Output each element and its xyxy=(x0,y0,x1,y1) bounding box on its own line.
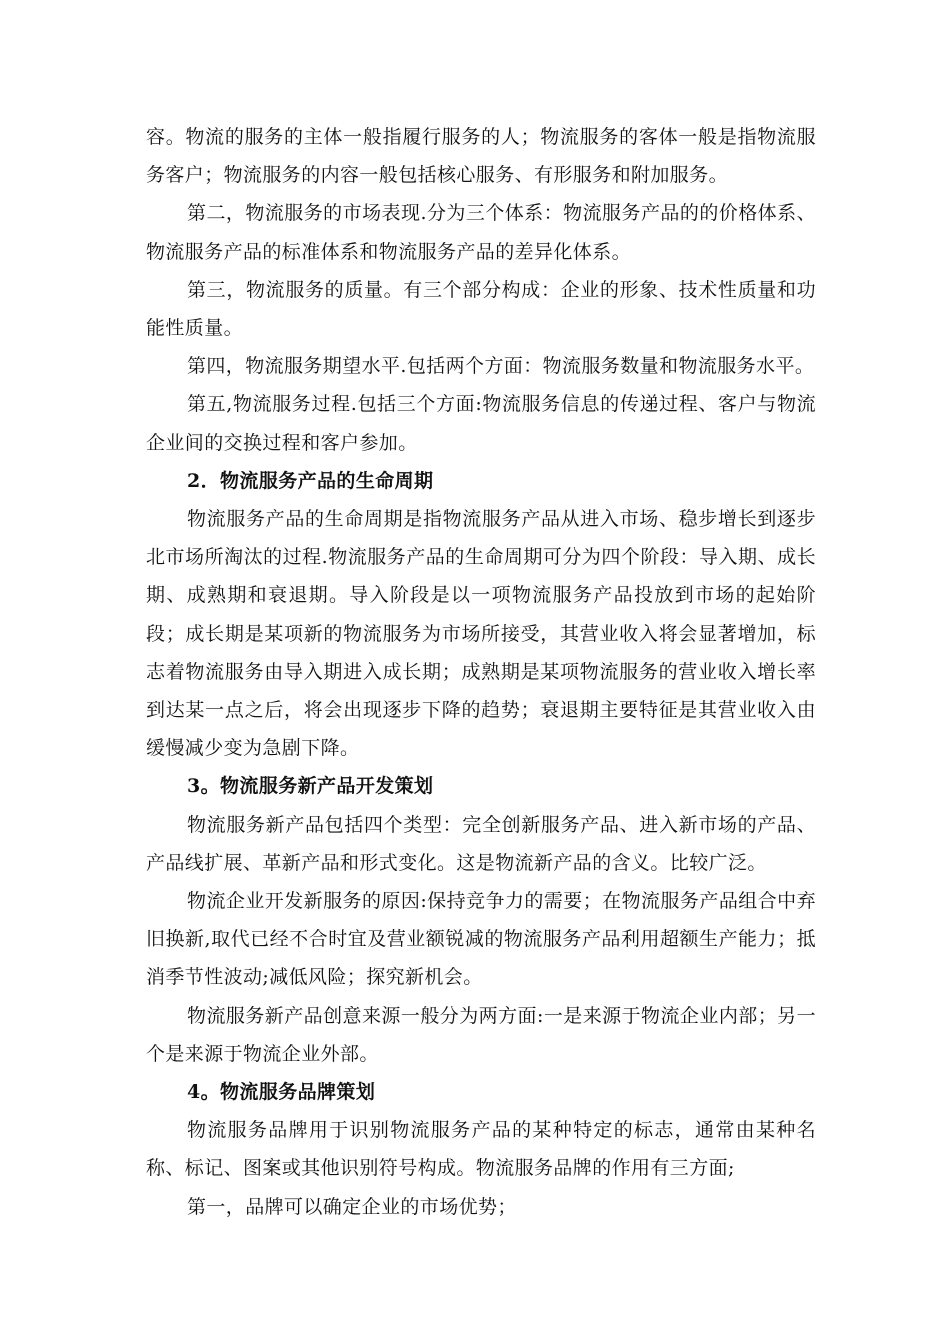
paragraph-brand-first: 第一，品牌可以确定企业的市场优势； xyxy=(187,1195,517,1218)
paragraph-new-product-types: 物流服务新产品包括四个类型：完全创新服务产品、进入新市场的产品、产品线扩展、革新产品和形式变化。这是物流新产品的含义。比较广泛。 xyxy=(146,813,816,874)
section-heading-brand: 4。物流服务品牌策划 xyxy=(187,1081,376,1104)
section-heading-new-product: 3。物流服务新产品开发策划 xyxy=(187,775,434,798)
paragraph-service-process: 第五,物流服务过程.包括三个方面:物流服务信息的传递过程、客户与物流企业间的交换过程和客户参加。 xyxy=(146,393,816,454)
paragraph-new-service-reasons: 物流企业开发新服务的原因:保持竞争力的需要；在物流服务产品组合中弃旧换新,取代已经不合时宜及营业额锐减的物流服务产品利用超额生产能力；抵消季节性波动;减低风险；探究新机会。 xyxy=(146,890,816,989)
paragraph-lifecycle: 物流服务产品的生命周期是指物流服务产品从进入市场、稳步增长到逐步北市场所淘汰的过程.物流服务产品的生命周期可分为四个阶段：导入期、成长期、成熟期和衰退期。导入阶段是以一项物流服务产品投放到市场的起始阶段；成长期是某项新的物流服务为市场所接受，其营业收入将会显著增加，标志着物流服务由导入期进入成长期；成熟期是某项物流服务的营业收入增长率到达某一点之后，将会出现逐步下降的趋势；衰退期主要特征是其营业收入由缓慢减少变为急剧下降。 xyxy=(146,508,816,760)
paragraph-market-performance: 第二，物流服务的市场表现.分为三个体系：物流服务产品的的价格体系、物流服务产品的标准体系和物流服务产品的差异化体系。 xyxy=(146,202,816,263)
paragraph-idea-sources: 物流服务新产品创意来源一般分为两方面:一是来源于物流企业内部；另一个是来源于物流企业外部。 xyxy=(146,1004,816,1065)
paragraph-expected-level: 第四，物流服务期望水平.包括两个方面：物流服务数量和物流服务水平。 xyxy=(187,355,815,378)
section-heading-lifecycle: 2．物流服务产品的生命周期 xyxy=(187,469,434,492)
paragraph-brand-definition: 物流服务品牌用于识别物流服务产品的某种特定的标志，通常由某种名称、标记、图案或其他识别符号构成。物流服务品牌的作用有三方面; xyxy=(146,1119,816,1180)
document-body xyxy=(146,118,816,1226)
paragraph-continuation: 容。物流的服务的主体一般指履行服务的人；物流服务的客体一般是指物流服务客户；物流服务的内容一般包括核心服务、有形服务和附加服务。 xyxy=(146,126,816,187)
paragraph-service-quality: 第三，物流服务的质量。有三个部分构成：企业的形象、技术性质量和功能性质量。 xyxy=(146,278,816,340)
